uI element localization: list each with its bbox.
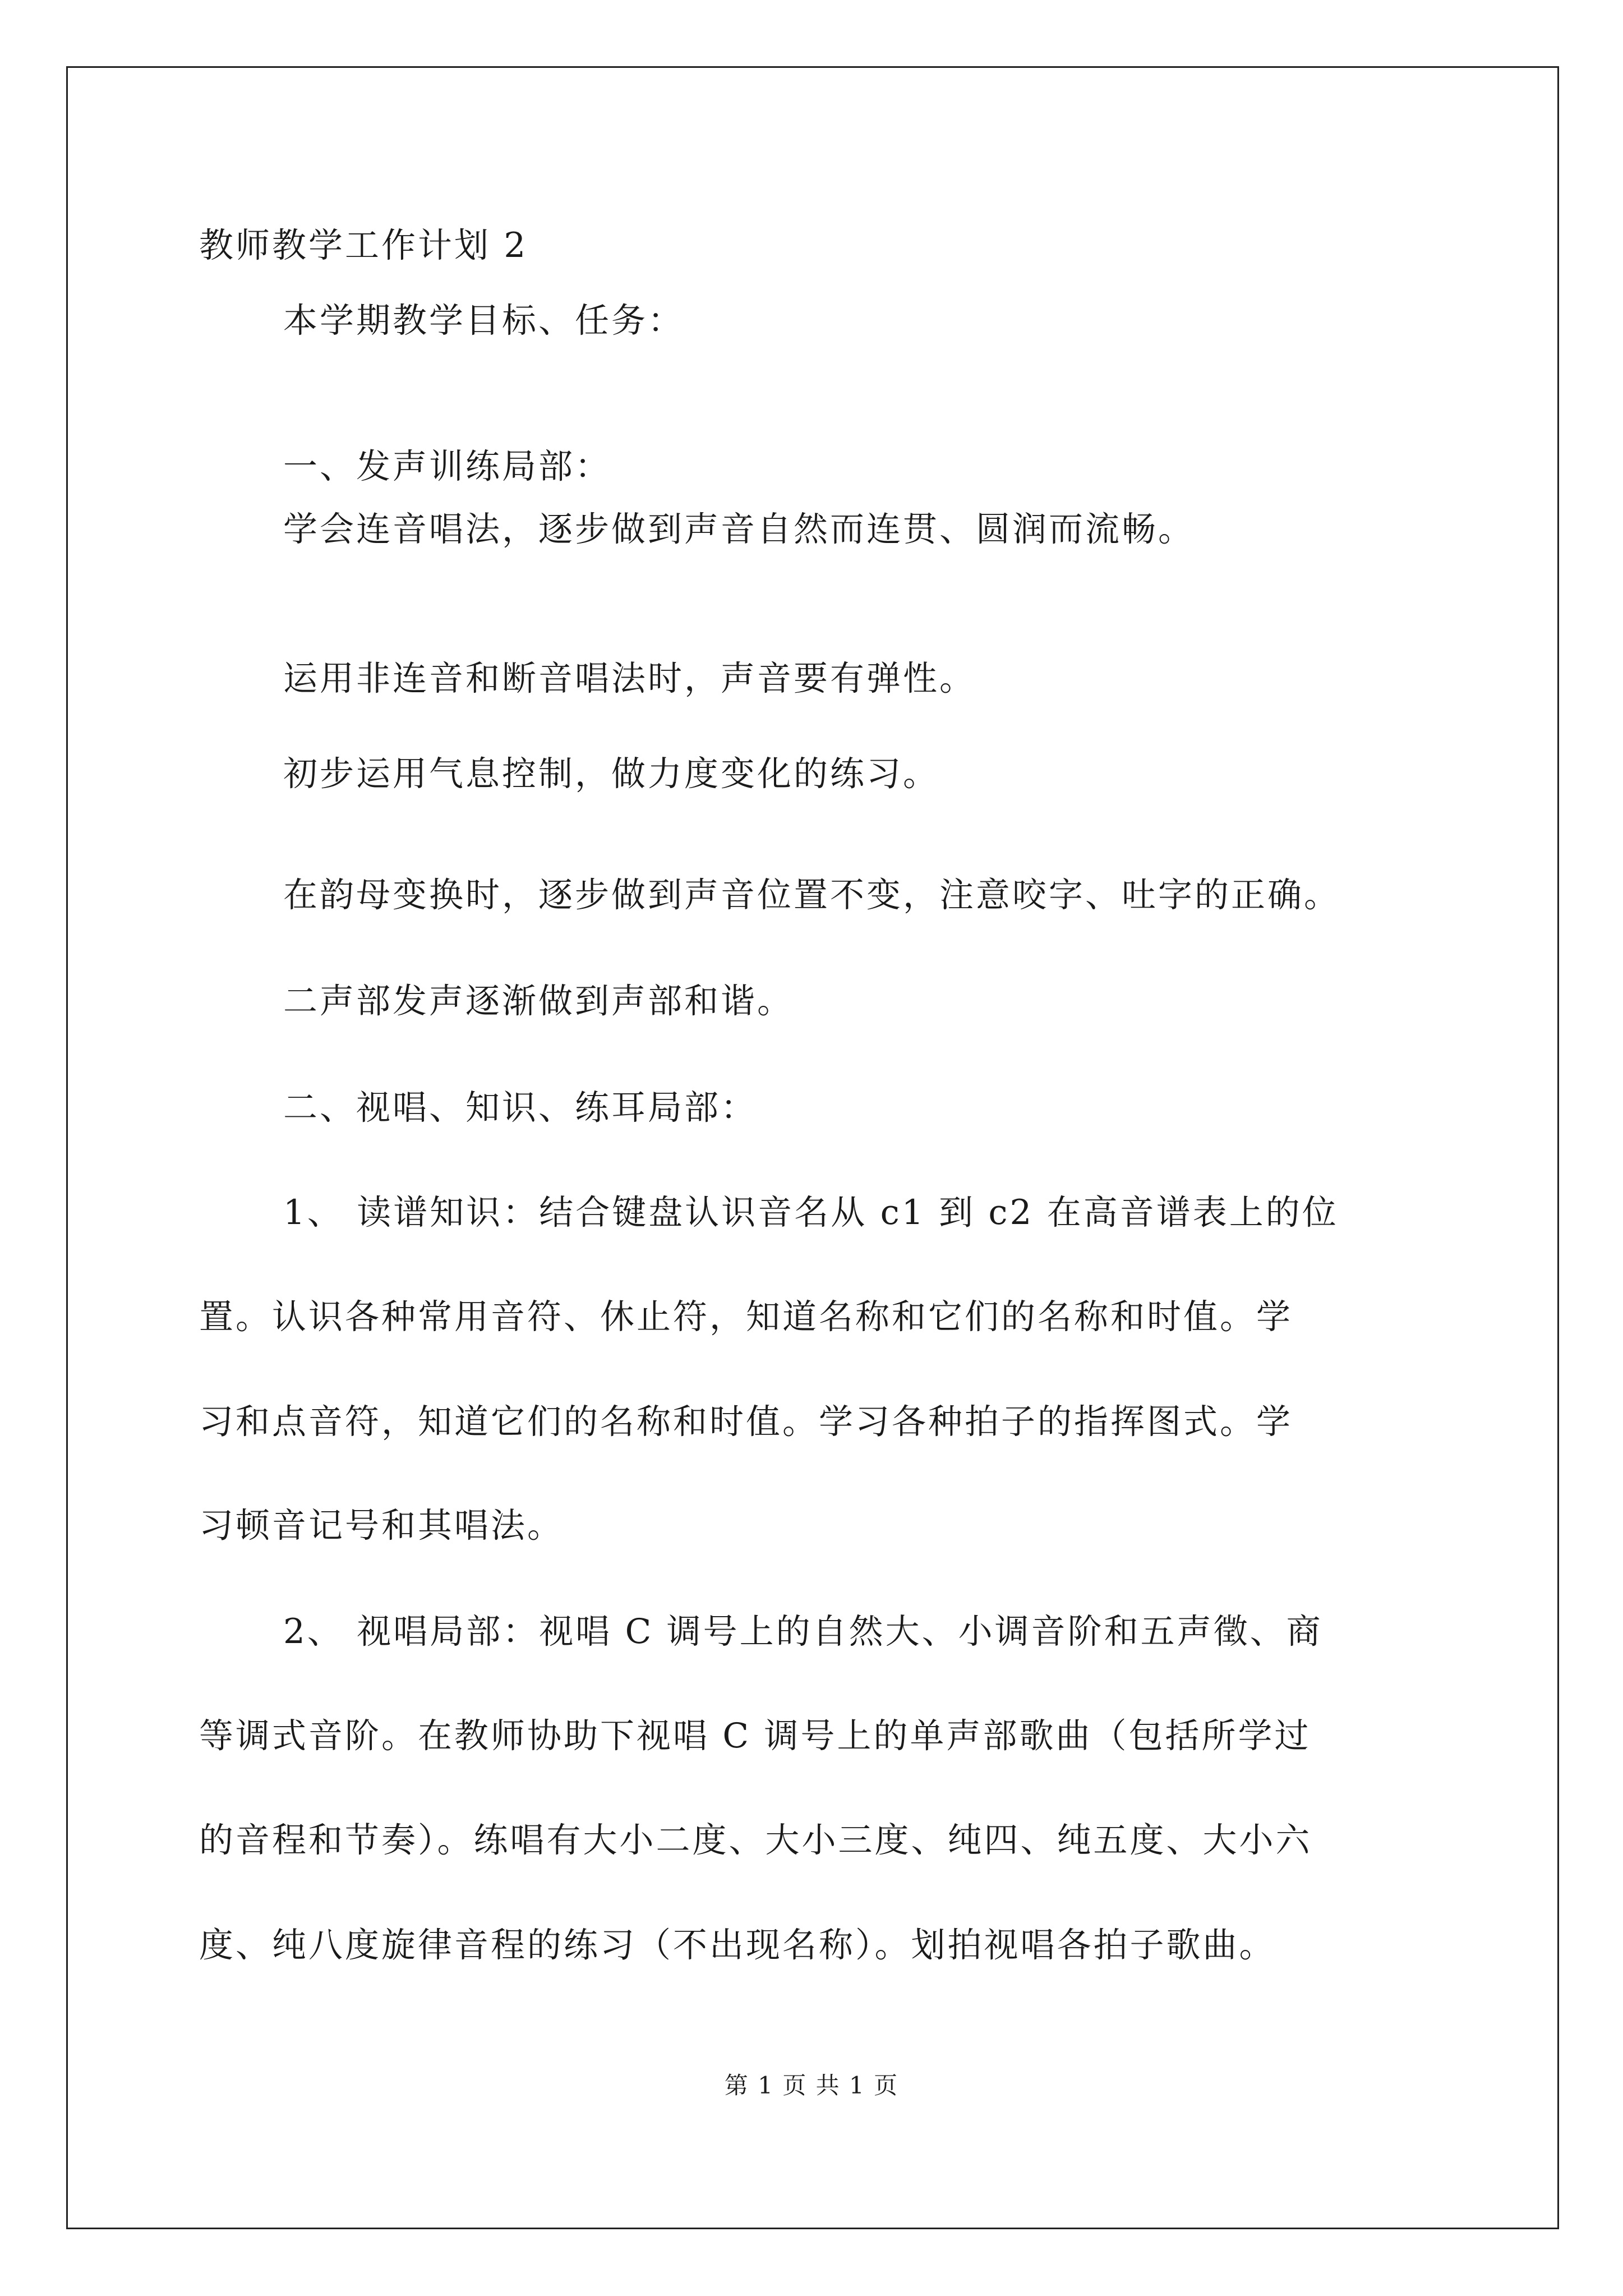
paragraph-staccato: 运用非连音和断音唱法时，声音要有弹性。 bbox=[283, 659, 976, 698]
paragraph-notation-line-3: 习和点音符，知道它们的名称和时值。学习各种拍子的指挥图式。学 bbox=[199, 1402, 1293, 1442]
page-frame bbox=[66, 66, 1559, 2229]
paragraph-sightsinging-line-2: 等调式音阶。在教师协助下视唱 C 调号上的单声部歌曲（包括所学过 bbox=[199, 1716, 1311, 1756]
paragraph-notation-line-1: 1、 读谱知识：结合键盘认识音名从 c1 到 c2 在高音谱表上的位 bbox=[283, 1193, 1339, 1232]
paragraph-section-two-heading: 二、视唱、知识、练耳局部： bbox=[283, 1088, 758, 1128]
paragraph-sightsinging-line-3: 的音程和节奏）。练唱有大小二度、大小三度、纯四、纯五度、大小六 bbox=[199, 1820, 1312, 1860]
paragraph-legato: 学会连音唱法，逐步做到声音自然而连贯、圆润而流畅。 bbox=[283, 509, 1195, 549]
paragraph-notation-line-4: 习顿音记号和其唱法。 bbox=[199, 1506, 564, 1545]
paragraph-section-one-heading: 一、发声训练局部： bbox=[283, 447, 612, 486]
page-number-footer: 第 1 页 共 1 页 bbox=[724, 2072, 899, 2099]
paragraph-sightsinging-line-4: 度、纯八度旋律音程的练习（不出现名称）。划拍视唱各拍子歌曲。 bbox=[199, 1925, 1276, 1965]
document-title: 教师教学工作计划 2 bbox=[199, 226, 528, 265]
paragraph-notation-line-2: 置。认识各种常用音符、休止符，知道名称和它们的名称和时值。学 bbox=[199, 1297, 1293, 1337]
paragraph-sightsinging-line-1: 2、 视唱局部：视唱 C 调号上的自然大、小调音阶和五声徵、商 bbox=[283, 1612, 1323, 1651]
paragraph-goals-heading: 本学期教学目标、任务： bbox=[283, 301, 685, 341]
paragraph-vowels: 在韵母变换时，逐步做到声音位置不变，注意咬字、吐字的正确。 bbox=[283, 875, 1341, 915]
paragraph-two-part: 二声部发声逐渐做到声部和谐。 bbox=[283, 981, 794, 1021]
paragraph-breath: 初步运用气息控制，做力度变化的练习。 bbox=[283, 754, 940, 794]
